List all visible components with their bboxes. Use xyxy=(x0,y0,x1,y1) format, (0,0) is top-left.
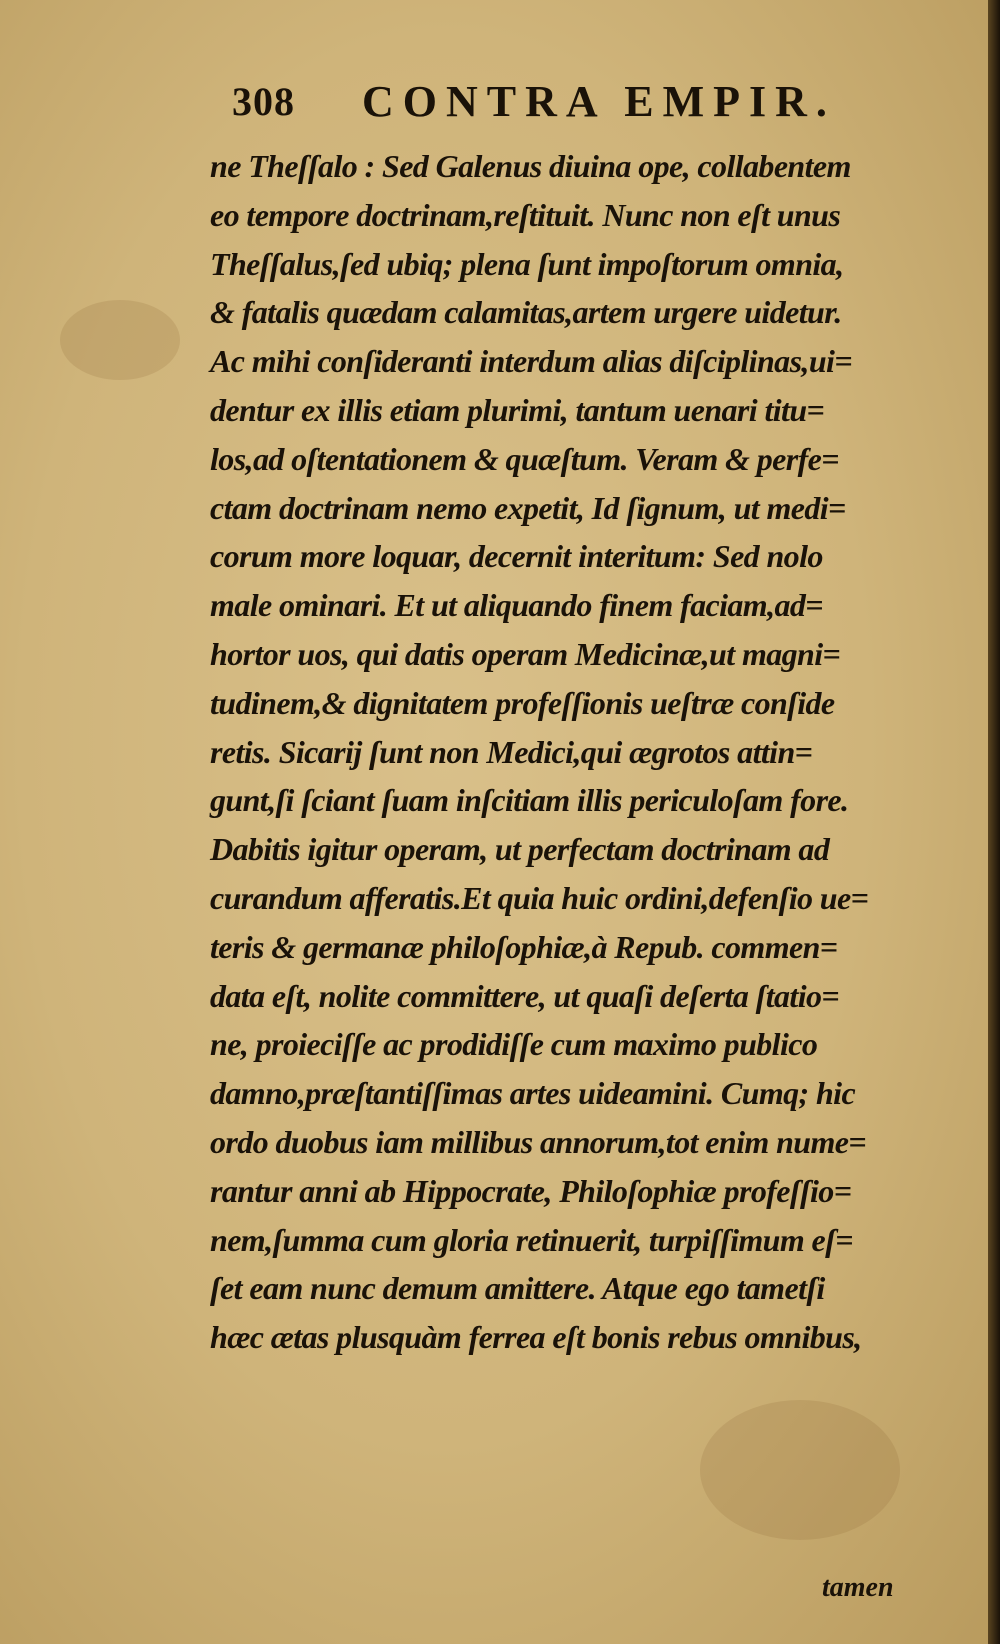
catchword: tamen xyxy=(822,1572,894,1603)
text-line: & fatalis quædam calamitas,artem urgere uidetur. xyxy=(210,294,842,331)
text-line: ne, proieciſſe ac prodidiſſe cum maximo publico xyxy=(210,1026,818,1063)
text-line: dentur ex illis etiam plurimi, tantum uenari titu= xyxy=(210,391,825,428)
text-line: teris & germanæ philoſophiæ,à Repub. commen= xyxy=(210,928,838,965)
text-block xyxy=(210,142,910,1362)
text-line: Dabitis igitur operam, ut perfectam doctrinam ad xyxy=(210,831,830,868)
text-line: nem,ſumma cum gloria retinuerit, turpiſſimum eſ= xyxy=(210,1221,853,1258)
text-line: gunt,ſi ſciant ſuam inſcitiam illis periculoſam fore. xyxy=(210,782,849,819)
text-line: los,ad oſtentationem & quæſtum. Veram & perfe= xyxy=(210,440,839,477)
book-spine-edge xyxy=(988,0,1000,1644)
text-line: hortor uos, qui datis operam Medicinæ,ut magni= xyxy=(210,635,841,672)
text-line: male ominari. Et ut aliquando finem faciam,ad= xyxy=(210,587,823,624)
text-line: data eſt, nolite committere, ut quaſi deſerta ſtatio= xyxy=(210,977,840,1014)
paper-stain xyxy=(60,300,180,380)
running-head xyxy=(232,70,852,130)
text-line: Ac mihi conſideranti interdum alias diſciplinas,ui= xyxy=(210,343,852,380)
text-line: retis. Sicarij ſunt non Medici,qui ægrotos attin= xyxy=(210,733,813,770)
text-line: damno,præſtantiſſimas artes uideamini. Cumq; hic xyxy=(210,1075,856,1112)
text-line: ne Theſſalo : Sed Galenus diuina ope, collabentem xyxy=(210,148,851,184)
paper-stain xyxy=(700,1400,900,1540)
text-line: tudinem,& dignitatem profeſſionis ueſtræ conſide xyxy=(210,684,835,721)
text-line: eo tempore doctrinam,reſtituit. Nunc non eſt unus xyxy=(210,196,841,233)
text-line: rantur anni ab Hippocrate, Philoſophiæ profeſſio= xyxy=(210,1172,852,1209)
text-line: ctam doctrinam nemo expetit, Id ſignum, ut medi= xyxy=(210,489,846,526)
text-line: hæc ætas plusquàm ferrea eſt bonis rebus omnibus, xyxy=(210,1319,862,1356)
text-line: ſet eam nunc demum amittere. Atque ego tametſi xyxy=(210,1270,825,1307)
text-line: corum more loquar, decernit interitum: Sed nolo xyxy=(210,538,823,575)
page-number: 308 xyxy=(232,79,295,124)
running-title: CONTRA EMPIR. xyxy=(362,77,836,126)
text-line: curandum afferatis.Et quia huic ordini,defenſio ue= xyxy=(210,879,869,916)
text-line: ordo duobus iam millibus annorum,tot enim nume= xyxy=(210,1123,867,1160)
text-line: Theſſalus,ſed ubiq; plena ſunt impoſtorum omnia, xyxy=(210,245,844,282)
